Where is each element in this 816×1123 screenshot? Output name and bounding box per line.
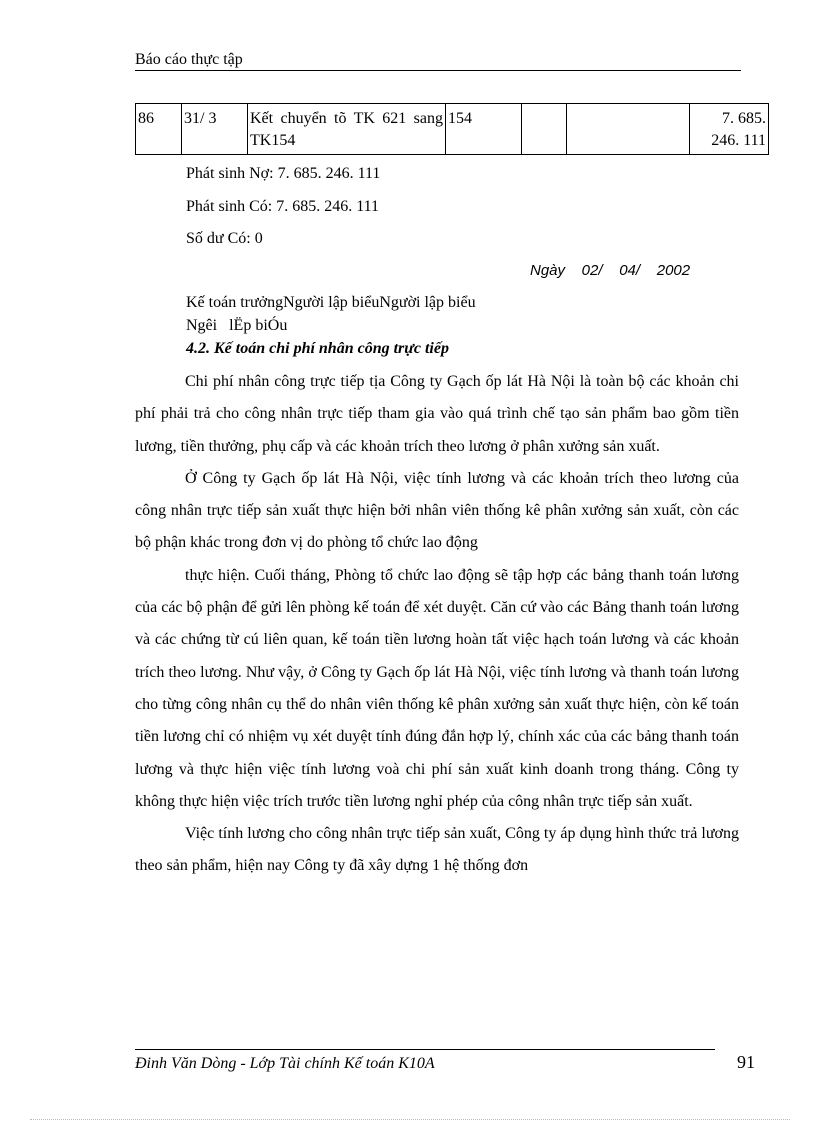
ledger-table: [135, 103, 769, 155]
closing-balance: Số dư Có: 0: [186, 230, 263, 247]
paragraph: thực hiện. Cuối tháng, Phòng tổ chức lao động sẽ tập hợp các bảng thanh toán lương của các bộ phận để gửi lên phòng kế toán để xét duyệt. Căn cứ vào các Bảng thanh toán lương và các chứng từ cú liên quan, kế toán tiền lương hoàn tất việc hạch toán lương và các khoản trích theo lương. Như vậy, ở Công ty Gạch ốp lát Hà Nội, việc tính lương và thanh toán lương cho từng công nhân cụ thể do nhân viên thống kê phân xưởng sản xuất thực hiện, còn kế toán tiền lương chỉ có nhiệm vụ xét duyệt tính đúng đắn hợp lý, chính xác của các bảng thanh toán lương và thực hiện việc tính lương voà chi phí sản xuất kinh doanh trong tháng. Công ty không thực hiện việc trích trước tiền lương nghỉ phép của công nhân trực tiếp sản xuất.: [135, 566, 739, 810]
paragraph: Chi phí nhân công trực tiếp tịa Công ty Gạch ốp lát Hà Nội là toàn bộ các khoản chi phí phải trả cho công nhân trực tiếp tham gia vào quá trình chế tạo sản phẩm bao gồm tiền lương, tiền thưởng, phụ cấp và các khoản trích theo lương ở phân xưởng sản xuất.: [135, 373, 739, 455]
footer-divider: [135, 1049, 715, 1050]
section-heading: 4.2. Kế toán chi phí nhân công trực tiếp: [186, 340, 449, 357]
empty-cell: [567, 104, 690, 155]
signature-garbled-line: Ngêi lËp biÓu: [186, 317, 288, 334]
entry-number-cell: 86: [136, 104, 182, 155]
footer-author: Đinh Văn Dòng - Lớp Tài chính Kế toán K10A: [135, 1055, 435, 1072]
signature-line: Kế toán trưởngNgười lập biểuNgười lập biểu: [186, 294, 476, 311]
page-header: [135, 50, 741, 71]
account-cell: 154: [446, 104, 522, 155]
page-number: 91: [737, 1052, 755, 1072]
body-text: [135, 366, 739, 883]
credit-total: Phát sinh Có: 7. 685. 246. 111: [186, 198, 380, 215]
entry-date-cell: 31/ 3: [182, 104, 248, 155]
debit-total: Phát sinh Nợ: 7. 685. 246. 111: [186, 165, 381, 182]
empty-cell: [522, 104, 567, 155]
report-date: Ngày 02/ 04/ 2002: [530, 262, 691, 279]
paragraph: Ở Công ty Gạch ốp lát Hà Nội, việc tính lương và các khoản trích theo lương của công nhân trực tiếp sản xuất thực hiện bởi nhân viên thống kê phân xưởng sản xuất, còn các bộ phận khác trong đơn vị do phòng tổ chức lao động: [135, 469, 739, 552]
description-cell: Kết chuyển tõ TK 621 sang TK154: [248, 104, 446, 155]
paragraph: Việc tính lương cho công nhân trực tiếp sản xuất, Công ty áp dụng hình thức trả lương theo sản phẩm, hiện nay Công ty đã xây dựng 1 hệ thống đơn: [135, 825, 739, 875]
header-title: Báo cáo thực tập: [135, 51, 243, 68]
table-row: [136, 104, 769, 155]
amount-cell: 7. 685. 246. 111: [690, 104, 769, 155]
page-bottom-border: [30, 1119, 790, 1120]
